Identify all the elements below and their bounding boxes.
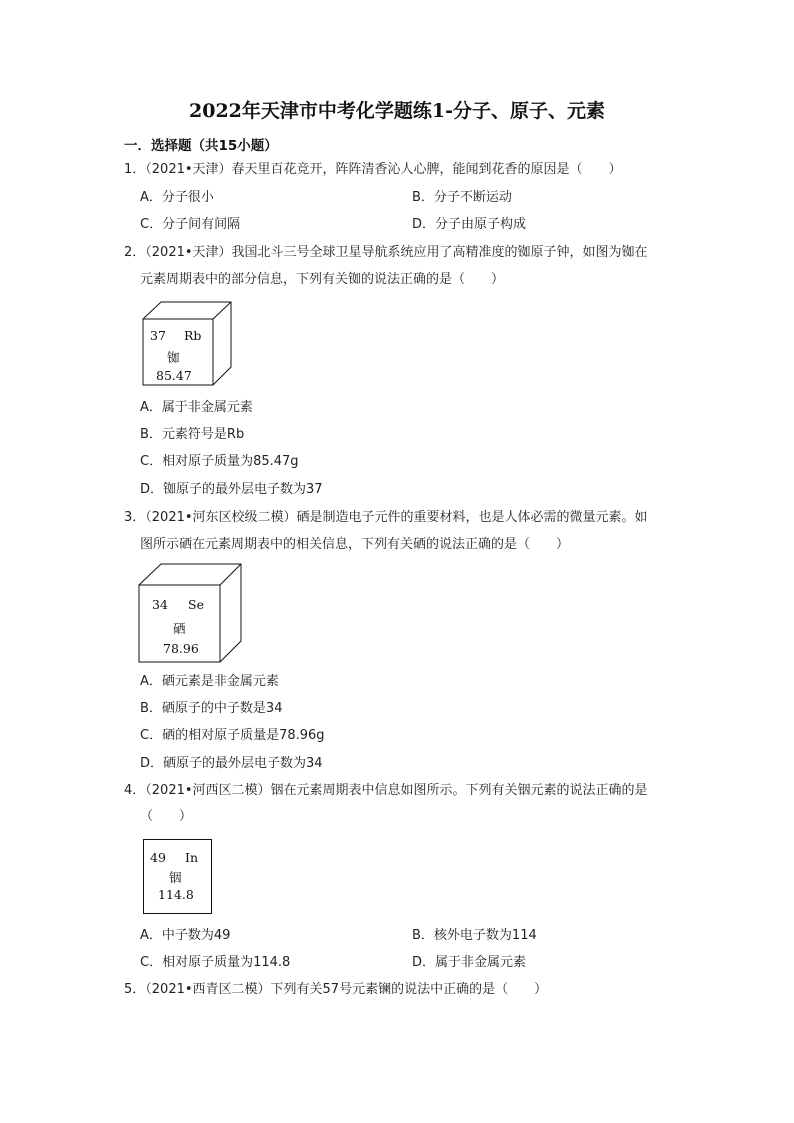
question-3-option-a[interactable]: A．硒元素是非金属元素 (140, 674, 279, 689)
question-2-option-a[interactable]: A．属于非金属元素 (140, 400, 253, 415)
question-4-option-d[interactable]: D．属于非金属元素 (412, 955, 527, 970)
page-title: 2022年天津市中考化学题练1-分子、原子、元素 (189, 100, 605, 122)
question-2-stem-continued: 元素周期表中的部分信息，下列有关铷的说法正确的是（ ） (140, 272, 505, 287)
element-name: 铟 (169, 870, 182, 885)
question-5-stem: 5．（2021•西青区二模）下列有关57号元素镧的说法中正确的是（ ） (124, 982, 548, 997)
question-3-option-c[interactable]: C．硒的相对原子质量是78.96g (140, 728, 325, 743)
element-atomic-number: 37 (150, 328, 166, 343)
element-atomic-mass: 78.96 (163, 641, 199, 656)
question-2-option-d[interactable]: D．铷原子的最外层电子数为37 (140, 482, 323, 497)
indium-element-cell (143, 839, 213, 915)
question-1-option-a[interactable]: A．分子很小 (140, 190, 214, 205)
question-1-stem: 1．（2021•天津）春天里百花竞开，阵阵清香沁人心脾，能闻到花香的原因是（ ） (124, 162, 622, 177)
question-4-option-c[interactable]: C．相对原子质量为114.8 (140, 955, 291, 970)
question-4-stem-continued: （ ） (140, 809, 193, 824)
question-3-option-b[interactable]: B．硒原子的中子数是34 (140, 701, 283, 716)
element-atomic-mass: 114.8 (158, 887, 194, 902)
question-1-option-d[interactable]: D．分子由原子构成 (412, 217, 527, 232)
element-symbol: Rb (184, 328, 202, 343)
element-name: 铷 (167, 350, 180, 365)
question-2-stem: 2．（2021•天津）我国北斗三号全球卫星导航系统应用了高精准度的铷原子钟，如图为铷在 (124, 245, 648, 260)
question-3-option-d[interactable]: D．硒原子的最外层电子数为34 (140, 756, 323, 771)
selenium-element-cell (138, 563, 242, 664)
rubidium-element-cell (142, 301, 232, 387)
question-1-option-c[interactable]: C．分子间有间隔 (140, 217, 241, 232)
element-symbol: In (185, 850, 198, 865)
question-4-stem: 4．（2021•河西区二模）铟在元素周期表中信息如图所示。下列有关铟元素的说法正确的是 (124, 783, 648, 798)
element-symbol: Se (188, 597, 204, 612)
section-heading: 一．选择题（共15小题） (124, 138, 278, 154)
element-name: 硒 (173, 621, 186, 636)
question-4-option-a[interactable]: A．中子数为49 (140, 928, 231, 943)
question-3-stem-continued: 图所示硒在元素周期表中的相关信息，下列有关硒的说法正确的是（ ） (140, 537, 570, 552)
question-2-option-c[interactable]: C．相对原子质量为85.47g (140, 454, 299, 469)
element-atomic-mass: 85.47 (156, 368, 192, 383)
element-atomic-number: 34 (152, 597, 168, 612)
question-2-option-b[interactable]: B．元素符号是Rb (140, 427, 245, 442)
question-1-option-b[interactable]: B．分子不断运动 (412, 190, 512, 205)
question-4-option-b[interactable]: B．核外电子数为114 (412, 928, 537, 943)
element-atomic-number: 49 (150, 850, 166, 865)
question-3-stem: 3．（2021•河东区校级二模）硒是制造电子元件的重要材料，也是人体必需的微量元素。如 (124, 510, 648, 525)
